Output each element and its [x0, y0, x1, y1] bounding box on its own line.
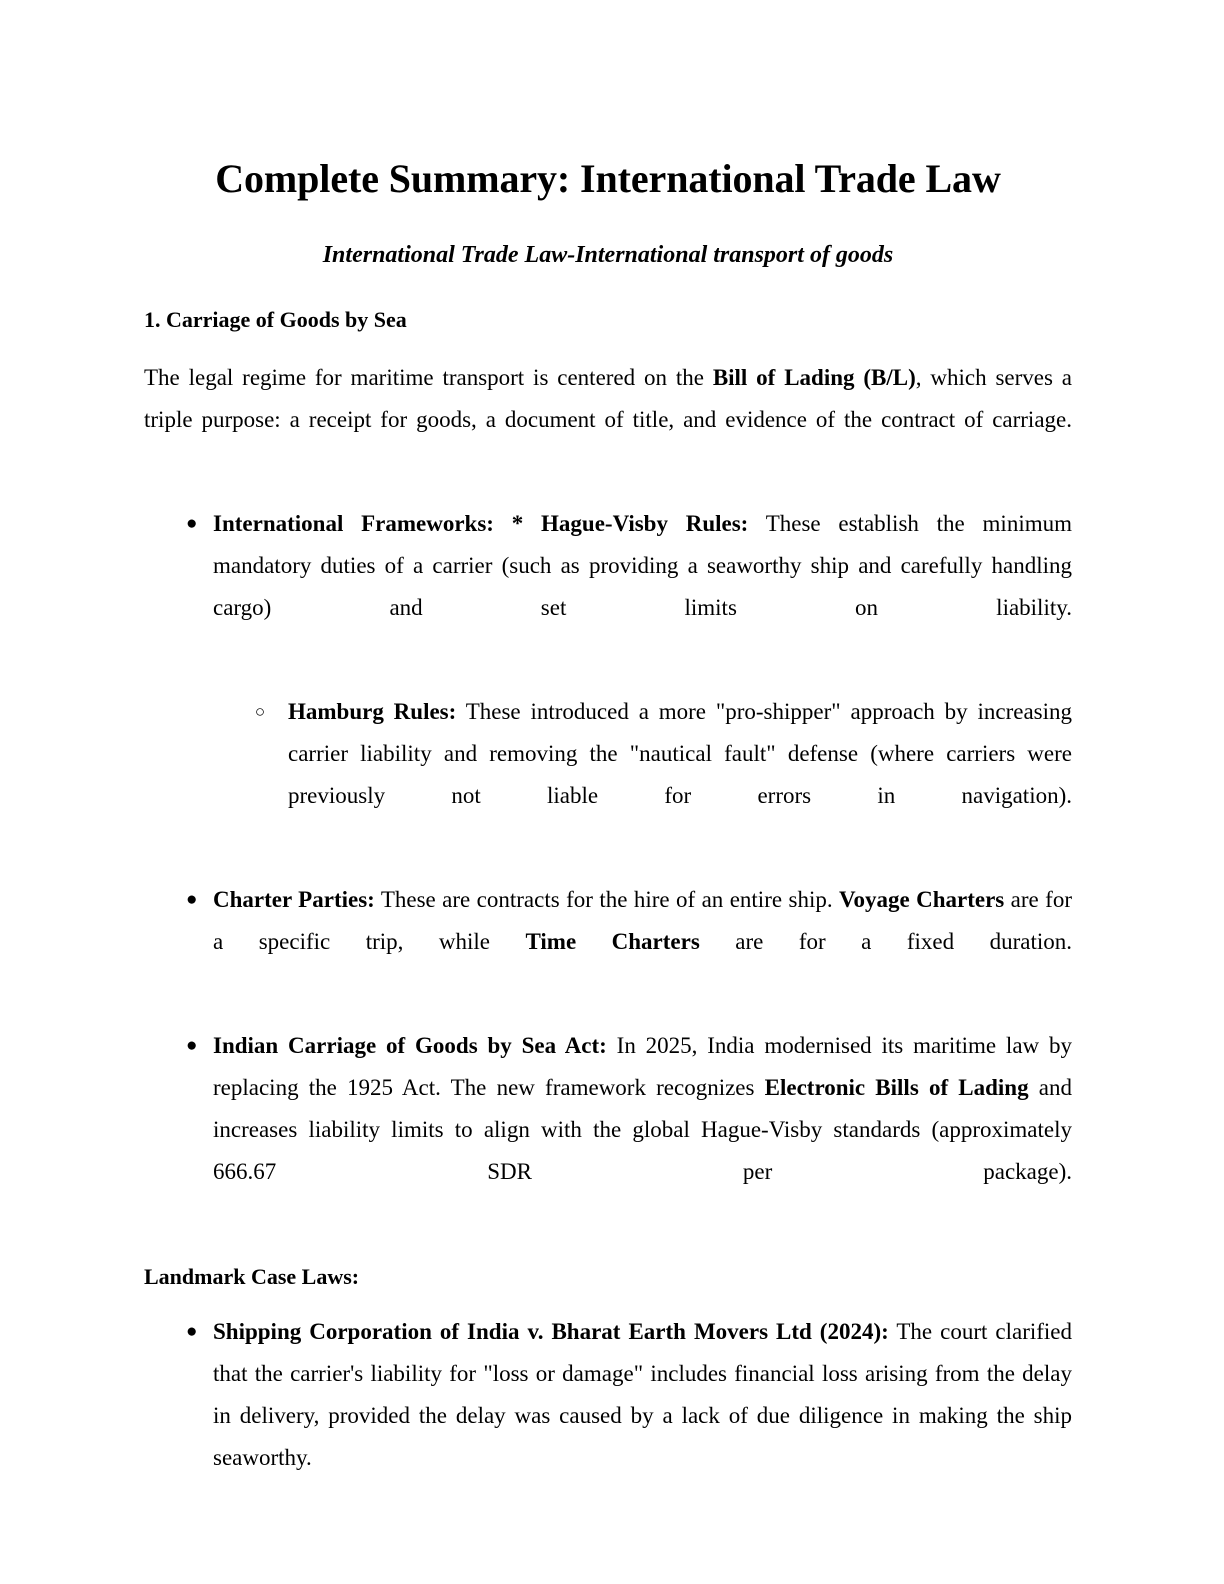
- bullet-body-indian-carriage-act-c: and increases liability limits to align with the global Hague-Visby standards (approximately 666.67 SDR per package).: [213, 1074, 1072, 1184]
- section-heading-landmark-case-laws: Landmark Case Laws:: [144, 1263, 360, 1289]
- bullet-bold-voyage-charters: Voyage Charters: [839, 886, 1005, 912]
- list-item-charter-parties: [144, 859, 1072, 1005]
- bullet-lead-charter-parties: Charter Parties:: [213, 886, 375, 912]
- bullet-disc-icon: ●: [186, 888, 198, 910]
- page-title: Complete Summary: International Trade Law: [215, 156, 1001, 201]
- nested-bullet-list: [213, 671, 1072, 859]
- bullet-bold-electronic-bills-of-lading: Electronic Bills of Lading: [764, 1074, 1029, 1100]
- list-item-text: [288, 691, 1072, 859]
- bullet-bold-time-charters: Time Charters: [525, 928, 700, 954]
- bullet-body-indian-carriage-act-a: In 2025, India modernised its maritime law by replacing the 1925 Act. The new framework recognizes: [213, 1032, 1072, 1100]
- case-law-lead-shipping-corporation: Shipping Corporation of India v. Bharat Earth Movers Ltd (2024):: [213, 1319, 889, 1345]
- list-item-international-frameworks: [144, 483, 1072, 859]
- intro-paragraph: [144, 335, 1072, 483]
- document-subtitle: International Trade Law-International transport of goods: [322, 242, 894, 269]
- bullet-circle-icon: ○: [254, 701, 266, 721]
- case-law-bullet-list: [144, 1291, 1072, 1521]
- section-heading-carriage-of-goods-by-sea: 1. Carriage of Goods by Sea: [144, 307, 407, 333]
- list-item-text: [213, 1311, 1072, 1521]
- intro-bold-bill-of-lading: Bill of Lading (B/L): [712, 364, 916, 390]
- document-content: [144, 0, 1072, 1521]
- bullet-body-charter-parties-c: are for a specific trip, while: [213, 886, 1072, 954]
- bullet-lead-international-frameworks: International Frameworks: * Hague-Visby Rules:: [213, 510, 749, 536]
- intro-text-part1: The legal regime for maritime transport is centered on the: [144, 364, 713, 390]
- list-item-text: [213, 503, 1072, 671]
- list-item-hamburg-rules: [213, 671, 1072, 859]
- bullet-body-hamburg-rules: These introduced a more "pro-shipper" approach by increasing carrier liability and removing the "nautical fault" defense (where carriers were previously not liable for errors in navigation).: [288, 698, 1072, 808]
- case-law-body-shipping-corporation: The court clarified that the carrier's liability for "loss or damage" includes financial loss arising from the delay in delivery, provided the delay was caused by a lack of due diligence in making the ship seaworthy.: [213, 1319, 1073, 1471]
- bullet-disc-icon: ●: [186, 512, 198, 534]
- bullet-body-international-frameworks: These establish the minimum mandatory duties of a carrier (such as providing a seaworthy ship and carefully handling cargo) and set limits on liability.: [213, 510, 1072, 620]
- bullet-body-charter-parties-e: are for a fixed duration.: [699, 928, 1072, 954]
- main-bullet-list: [144, 483, 1072, 1235]
- list-item-indian-carriage-of-goods-by-sea-act: [144, 1005, 1072, 1235]
- bullet-lead-hamburg-rules: Hamburg Rules:: [288, 698, 457, 724]
- list-item-shipping-corporation-case: [144, 1291, 1072, 1521]
- bullet-disc-icon: ●: [186, 1034, 198, 1056]
- bullet-body-charter-parties-a: These are contracts for the hire of an entire ship.: [374, 886, 839, 912]
- list-item-text: [213, 879, 1072, 1005]
- intro-text-part2: , which serves a triple purpose: a receipt for goods, a document of title, and evidence of the contract of carriage.: [144, 364, 1072, 432]
- list-item-text: [213, 1025, 1072, 1235]
- bullet-disc-icon: ●: [186, 1321, 198, 1343]
- bullet-lead-indian-carriage-act: Indian Carriage of Goods by Sea Act:: [213, 1032, 607, 1058]
